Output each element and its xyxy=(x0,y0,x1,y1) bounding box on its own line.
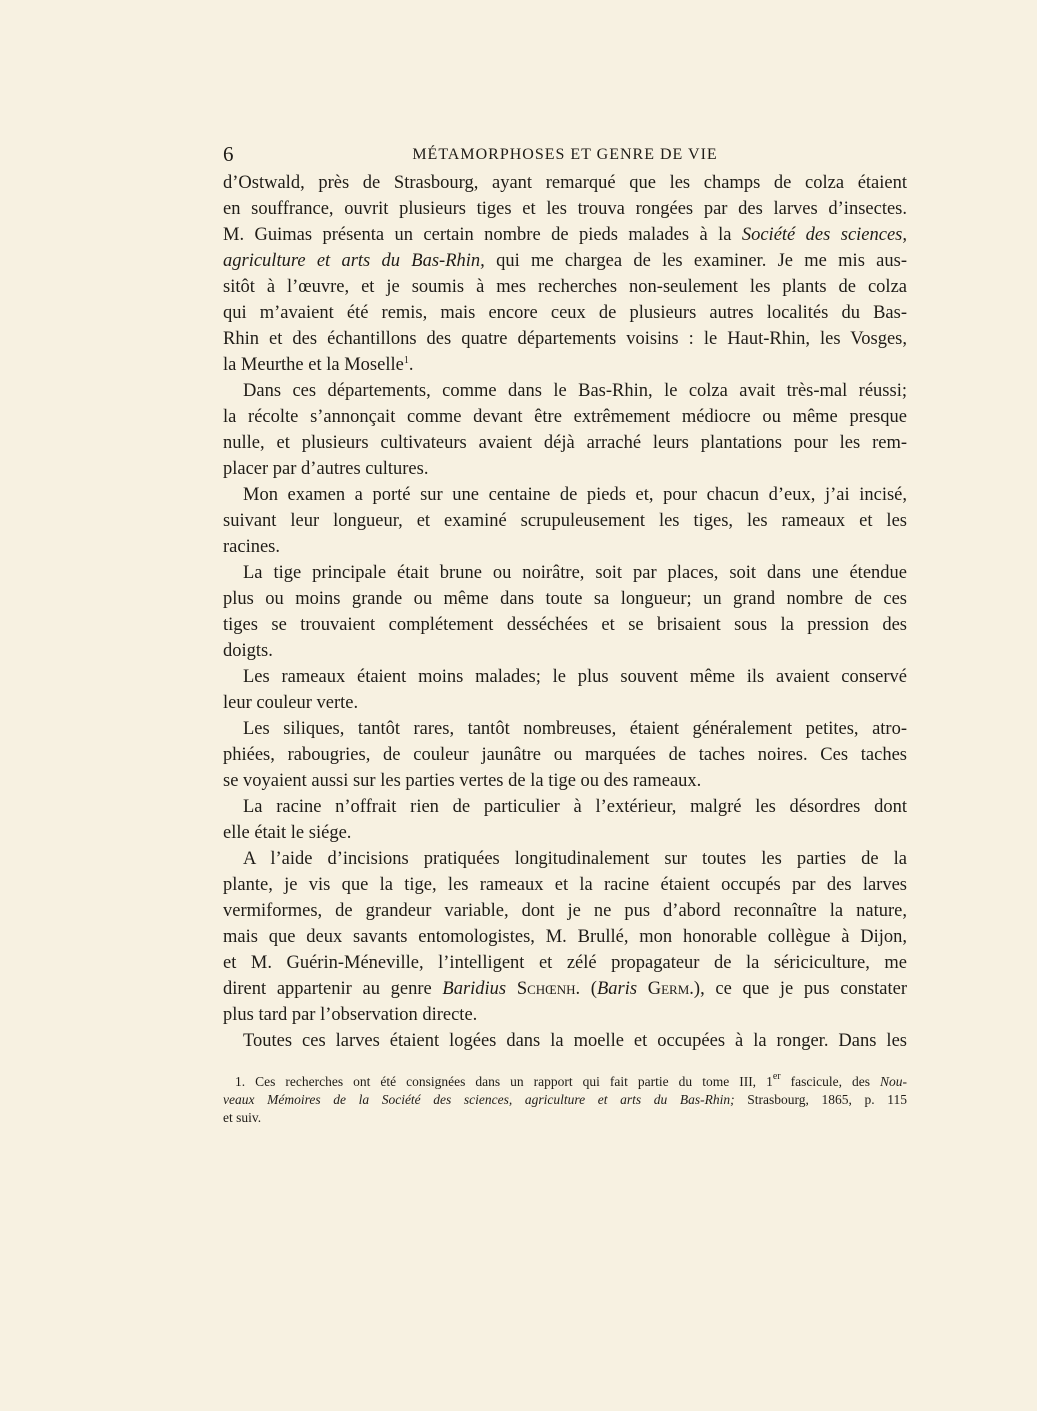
text-line: La racine n’offrait rien de particulier à l’extérieur, malgré les désordres dont xyxy=(243,797,907,817)
footnote-line: et suiv. xyxy=(223,1110,262,1125)
text-line: La tige principale était brune ou noirâtre, soit par places, soit dans une étendue xyxy=(243,563,907,583)
superscript: er xyxy=(772,1071,781,1082)
text-run: . xyxy=(408,355,414,375)
text-run: fascicule, des xyxy=(780,1074,880,1089)
text-line: qui m’avaient été remis, mais encore ceux de plusieurs autres localités du Bas- xyxy=(223,303,907,323)
text-line: la récolte s’annonçait comme devant être extrêmement médiocre ou même presque xyxy=(223,407,907,427)
text-run xyxy=(637,979,648,999)
text-run: la Meurthe et la Moselle xyxy=(223,355,404,375)
genus-name-italic: Baridius xyxy=(442,979,507,999)
text-run: 1. Ces recherches ont été consignées dans un rapport qui fait partie du tome III, 1 xyxy=(235,1074,773,1089)
genus-name-italic: Baris xyxy=(596,979,638,999)
publication-title-italic: veaux Mémoires de la Société des sciences, agriculture et arts du Bas-Rhin; xyxy=(223,1092,735,1107)
text-line: Rhin et des échantillons des quatre départements voisins : le Haut-Rhin, les Vosges, xyxy=(223,329,907,349)
publication-title-italic: Nou- xyxy=(880,1074,907,1089)
page-number: 6 xyxy=(223,142,234,166)
text-line: se voyaient aussi sur les parties vertes de la tige ou des rameaux. xyxy=(223,771,702,791)
text-run: ), ce que je pus constater xyxy=(693,979,908,999)
text-line: racines. xyxy=(223,537,281,557)
text-run xyxy=(506,979,517,999)
text-line: A l’aide d’incisions pratiquées longitudinalement sur toutes les parties de la xyxy=(243,849,907,869)
text-line: et M. Guérin-Méneville, l’intelligent et zélé propagateur de la sériciculture, me xyxy=(223,953,907,973)
text-line xyxy=(223,222,907,248)
text-line: Dans ces départements, comme dans le Bas-Rhin, le colza avait très-mal réussi; xyxy=(243,381,907,401)
text-line: suivant leur longueur, et examiné scrupuleusement les tiges, les rameaux et les xyxy=(223,511,907,531)
text-line: plus tard par l’observation directe. xyxy=(223,1005,478,1025)
text-line: placer par d’autres cultures. xyxy=(223,459,429,479)
society-name-italic: agriculture et arts du Bas-Rhin, xyxy=(223,251,485,271)
text-line: elle était le siége. xyxy=(223,823,352,843)
text-line: plus ou moins grande ou même dans toute sa longueur; un grand nombre de ces xyxy=(223,589,907,609)
text-line: phiées, rabougries, de couleur jaunâtre ou marquées de taches noires. Ces taches xyxy=(223,745,907,765)
society-name-italic: Société des sciences, xyxy=(741,225,908,245)
text-run: dirent appartenir au genre xyxy=(223,979,443,999)
text-line: tiges se trouvaient complétement desséchées et se brisaient sous la pression des xyxy=(223,615,907,635)
text-line: Toutes ces larves étaient logées dans la moelle et occupées à la ronger. Dans les xyxy=(243,1031,907,1051)
text-line: Mon examen a porté sur une centaine de pieds et, pour chacun d’eux, j’ai incisé, xyxy=(243,485,907,505)
text-line: leur couleur verte. xyxy=(223,693,359,713)
text-line: Les rameaux étaient moins malades; le plus souvent même ils avaient conservé xyxy=(243,667,907,687)
author-abbrev: Schœnh. xyxy=(516,979,581,999)
text-line xyxy=(223,352,907,378)
footnotes xyxy=(223,1073,907,1127)
text-line xyxy=(223,248,907,274)
text-line: doigts. xyxy=(223,641,273,661)
text-run: Strasbourg, 1865, p. 115 xyxy=(734,1092,907,1107)
text-line: d’Ostwald, près de Strasbourg, ayant remarqué que les champs de colza étaient xyxy=(223,173,907,193)
text-line: vermiformes, de grandeur variable, dont je ne pus d’abord reconnaître la nature, xyxy=(223,901,907,921)
text-run: M. Guimas présenta un certain nombre de pieds malades à la xyxy=(223,225,742,245)
text-line: sitôt à l’œuvre, et je soumis à mes recherches non-seulement les plants de colza xyxy=(223,277,907,297)
footnote-line xyxy=(223,1091,907,1109)
text-line: nulle, et plusieurs cultivateurs avaient déjà arraché leurs plantations pour les rem- xyxy=(223,433,907,453)
text-line: en souffrance, ouvrit plusieurs tiges et les trouva rongées par des larves d’insectes. xyxy=(223,199,907,219)
text-line: Les siliques, tantôt rares, tantôt nombreuses, étaient généralement petites, atro- xyxy=(243,719,907,739)
text-run: qui me chargea de les examiner. Je me mis aus- xyxy=(484,251,908,271)
footnote-marker: 1 xyxy=(403,355,409,366)
running-title: MÉTAMORPHOSES ET GENRE DE VIE xyxy=(412,146,718,163)
text-line: mais que deux savants entomologistes, M. Brullé, mon honorable collègue à Dijon, xyxy=(223,927,907,947)
body-text xyxy=(223,170,907,1054)
text-line: plante, je vis que la tige, les rameaux et la racine étaient occupés par des larves xyxy=(223,875,907,895)
text-line xyxy=(223,976,907,1002)
page-header xyxy=(223,142,907,166)
footnote-line xyxy=(223,1073,907,1091)
author-abbrev: Germ. xyxy=(647,979,694,999)
text-run: ( xyxy=(580,979,597,999)
